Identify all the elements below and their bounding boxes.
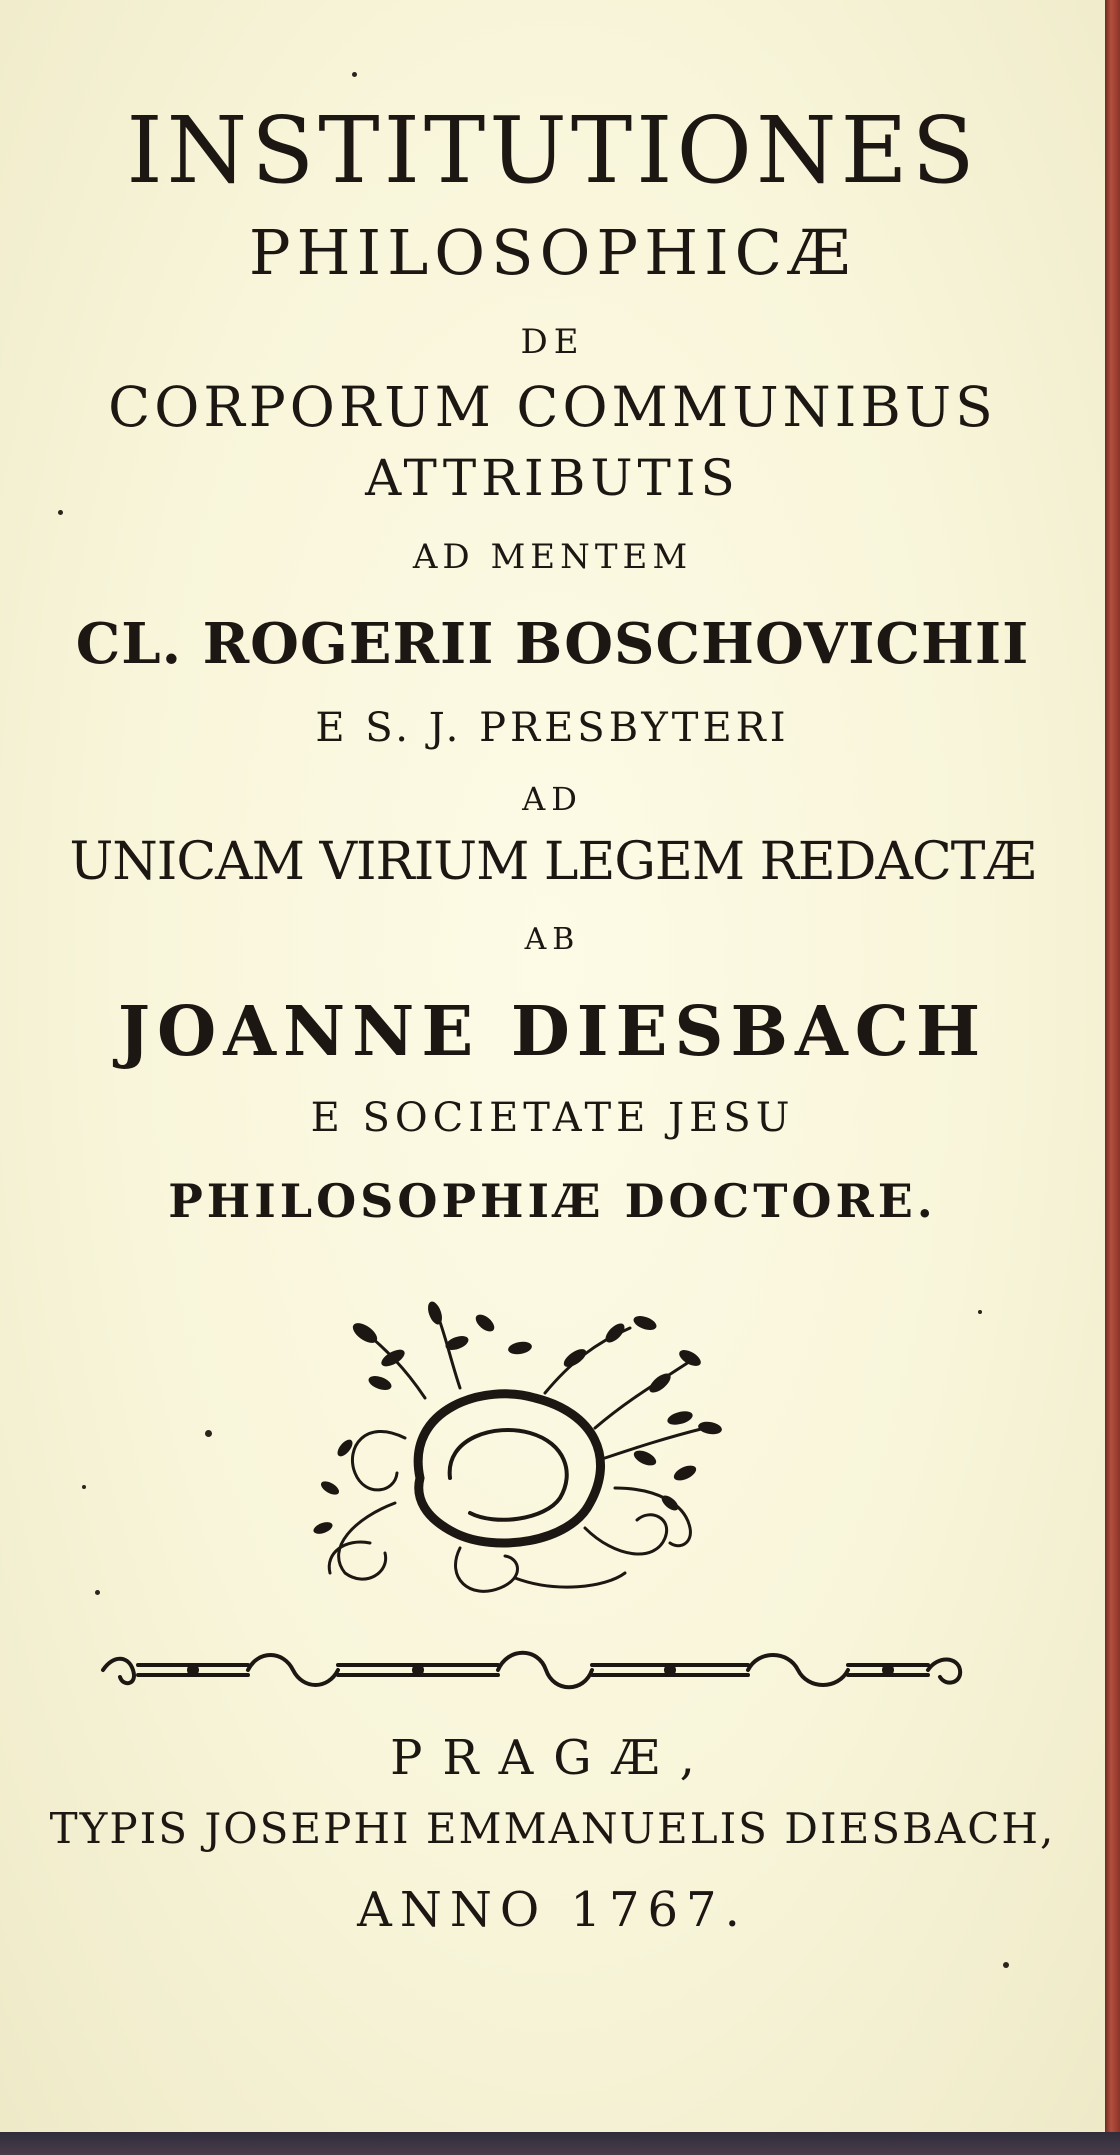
title-line-2: PHILOSOPHICÆ bbox=[248, 216, 857, 289]
author-name: JOANNE DIESBACH bbox=[117, 992, 988, 1072]
title-line-1: INSTITUTIONES bbox=[126, 97, 979, 204]
imprint-place: PRAGÆ, bbox=[390, 1730, 715, 1786]
preposition-de: DE bbox=[520, 322, 585, 362]
floral-cartouche-vignette-icon bbox=[285, 1288, 765, 1618]
ink-speck bbox=[352, 72, 357, 77]
imprint-year: ANNO 1767. bbox=[357, 1882, 748, 1938]
ink-speck bbox=[205, 1430, 212, 1437]
author-affiliation: E SOCIETATE JESU bbox=[310, 1095, 795, 1141]
subject-line-2: ATTRIBUTIS bbox=[365, 449, 740, 507]
imprint-printer: TYPIS JOSEPHI EMMANUELIS DIESBACH, bbox=[49, 1804, 1056, 1853]
ink-speck bbox=[1003, 1962, 1009, 1968]
ink-speck bbox=[95, 1590, 100, 1595]
preposition-ad: AD bbox=[522, 780, 583, 818]
mentor-name: CL. ROGERII BOSCHOVICHII bbox=[75, 611, 1030, 677]
subject-line-1: CORPORUM COMMUNIBUS bbox=[108, 375, 997, 439]
ad-mentem-line: AD MENTEM bbox=[412, 537, 693, 577]
mentor-affiliation: E S. J. PRESBYTERI bbox=[315, 705, 790, 751]
preposition-ab: AB bbox=[524, 922, 581, 957]
bottom-edge bbox=[0, 2132, 1120, 2155]
ink-speck bbox=[82, 1485, 86, 1489]
ink-speck bbox=[58, 510, 63, 515]
ink-speck bbox=[978, 1310, 982, 1314]
author-degree: PHILOSOPHIÆ DOCTORE. bbox=[168, 1174, 937, 1228]
scroll-rule-divider-icon bbox=[98, 1645, 966, 1695]
binding-edge bbox=[1105, 0, 1120, 2155]
purpose-line: UNICAM VIRIUM LEGEM REDACTÆ bbox=[69, 832, 1036, 892]
